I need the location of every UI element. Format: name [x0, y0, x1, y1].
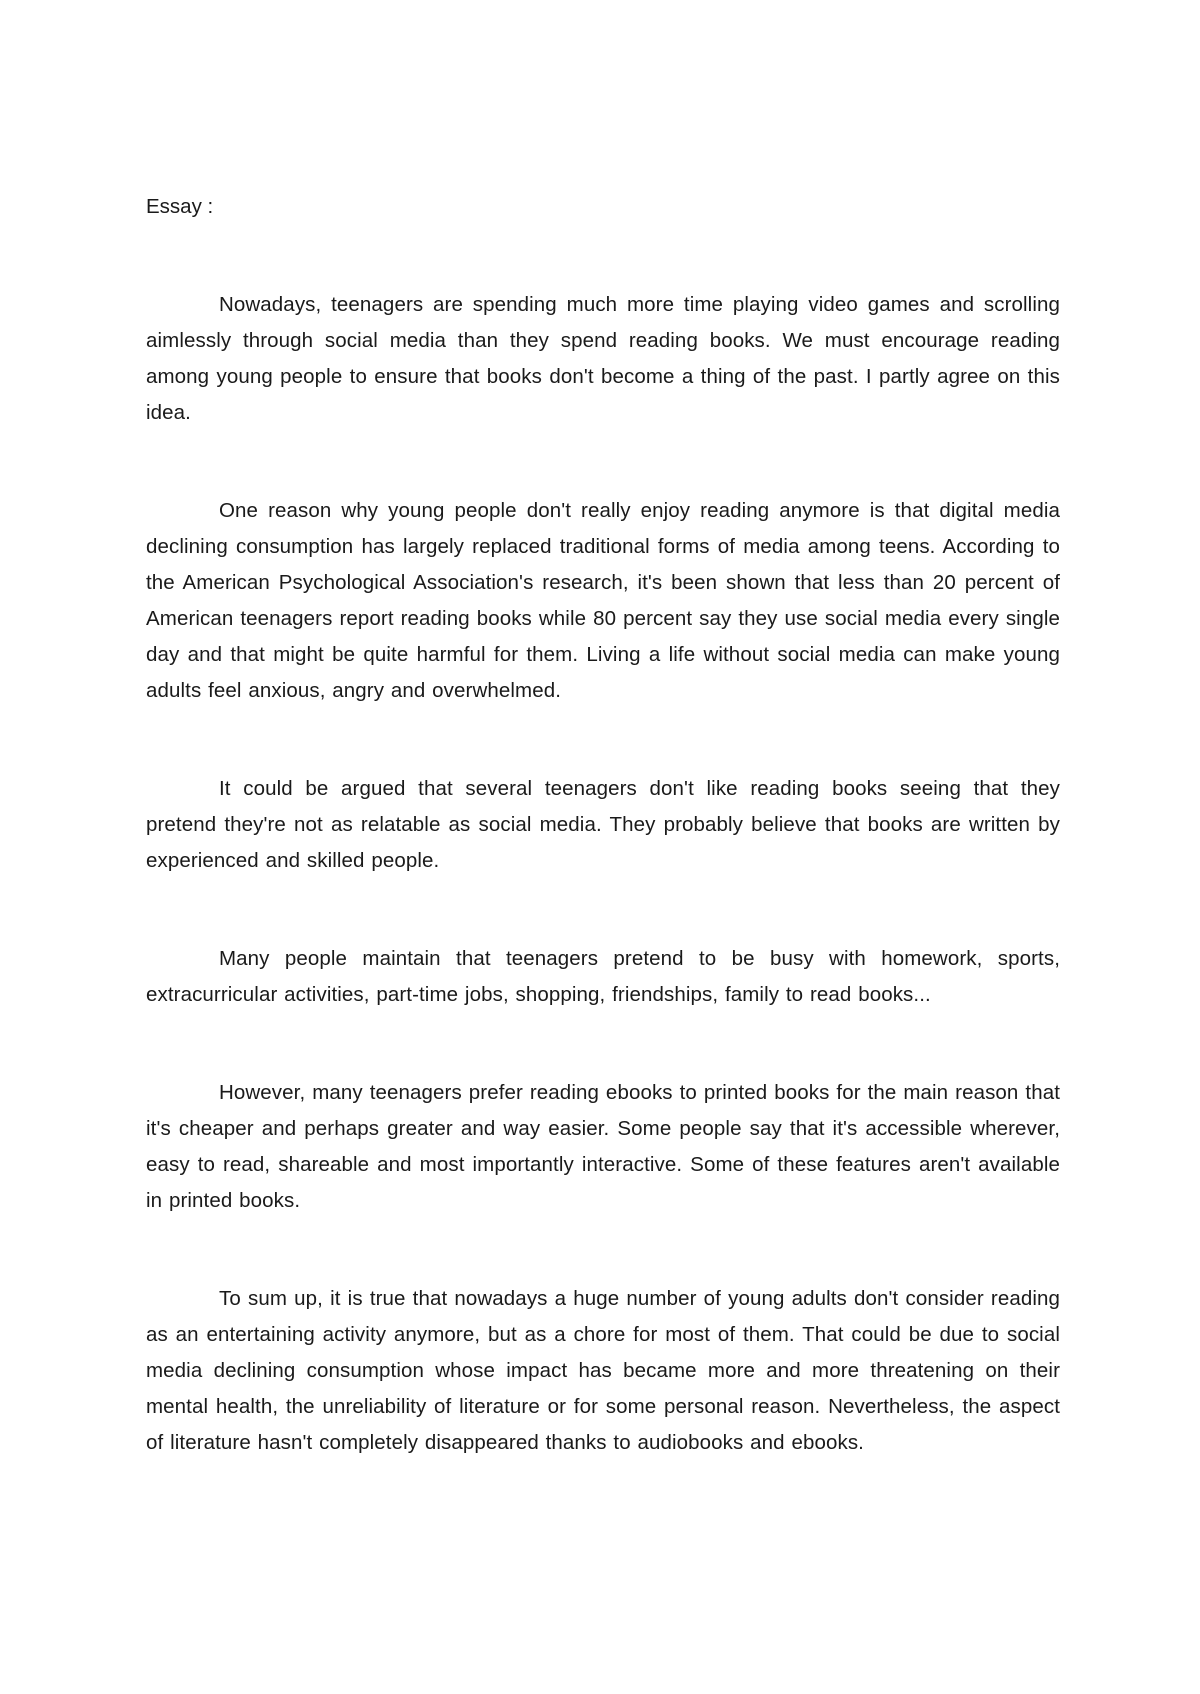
paragraph-conclusion: To sum up, it is true that nowadays a huge number of young adults don't consider reading as an entertaining activity anymore, but as a chore for most of them. That could be due to social media declining consumption whose impact has became more and more threatening on their mental health, the unreliability of literature or for some personal reason. Nevertheless, the aspect of literature hasn't completely disappeared thanks to audiobooks and ebooks. — [146, 1287, 1060, 1454]
paragraph-introduction: Nowadays, teenagers are spending much more time playing video games and scrolling aimlessly through social media than they spend reading books. We must encourage reading among young people to ensure that books don't become a thing of the past. I partly agree on this idea. — [146, 293, 1060, 424]
paragraph-ebooks: However, many teenagers prefer reading ebooks to printed books for the main reason that it's cheaper and perhaps greater and way easier. Some people say that it's accessible wherever, easy to read, shareable and most importantly interactive. Some of these features aren't available in printed books. — [146, 1081, 1060, 1212]
paragraph-digital-media: One reason why young people don't really enjoy reading anymore is that digital media declining consumption has largely replaced traditional forms of media among teens. According to the American Psychological Association's research, it's been shown that less than 20 percent of American teenagers report reading books while 80 percent say they use social media every single day and that might be quite harmful for them. Living a life without social media can make young adults feel anxious, angry and overwhelmed. — [146, 499, 1060, 702]
essay-body — [146, 189, 1060, 1461]
paragraph-relatability: It could be argued that several teenagers don't like reading books seeing that they pretend they're not as relatable as social media. They probably believe that books are written by experienced and skilled people. — [146, 777, 1060, 872]
essay-heading: Essay : — [146, 195, 214, 218]
paragraph-busy-schedules: Many people maintain that teenagers pretend to be busy with homework, sports, extracurricular activities, part-time jobs, shopping, friendships, family to read books... — [146, 947, 1060, 1006]
